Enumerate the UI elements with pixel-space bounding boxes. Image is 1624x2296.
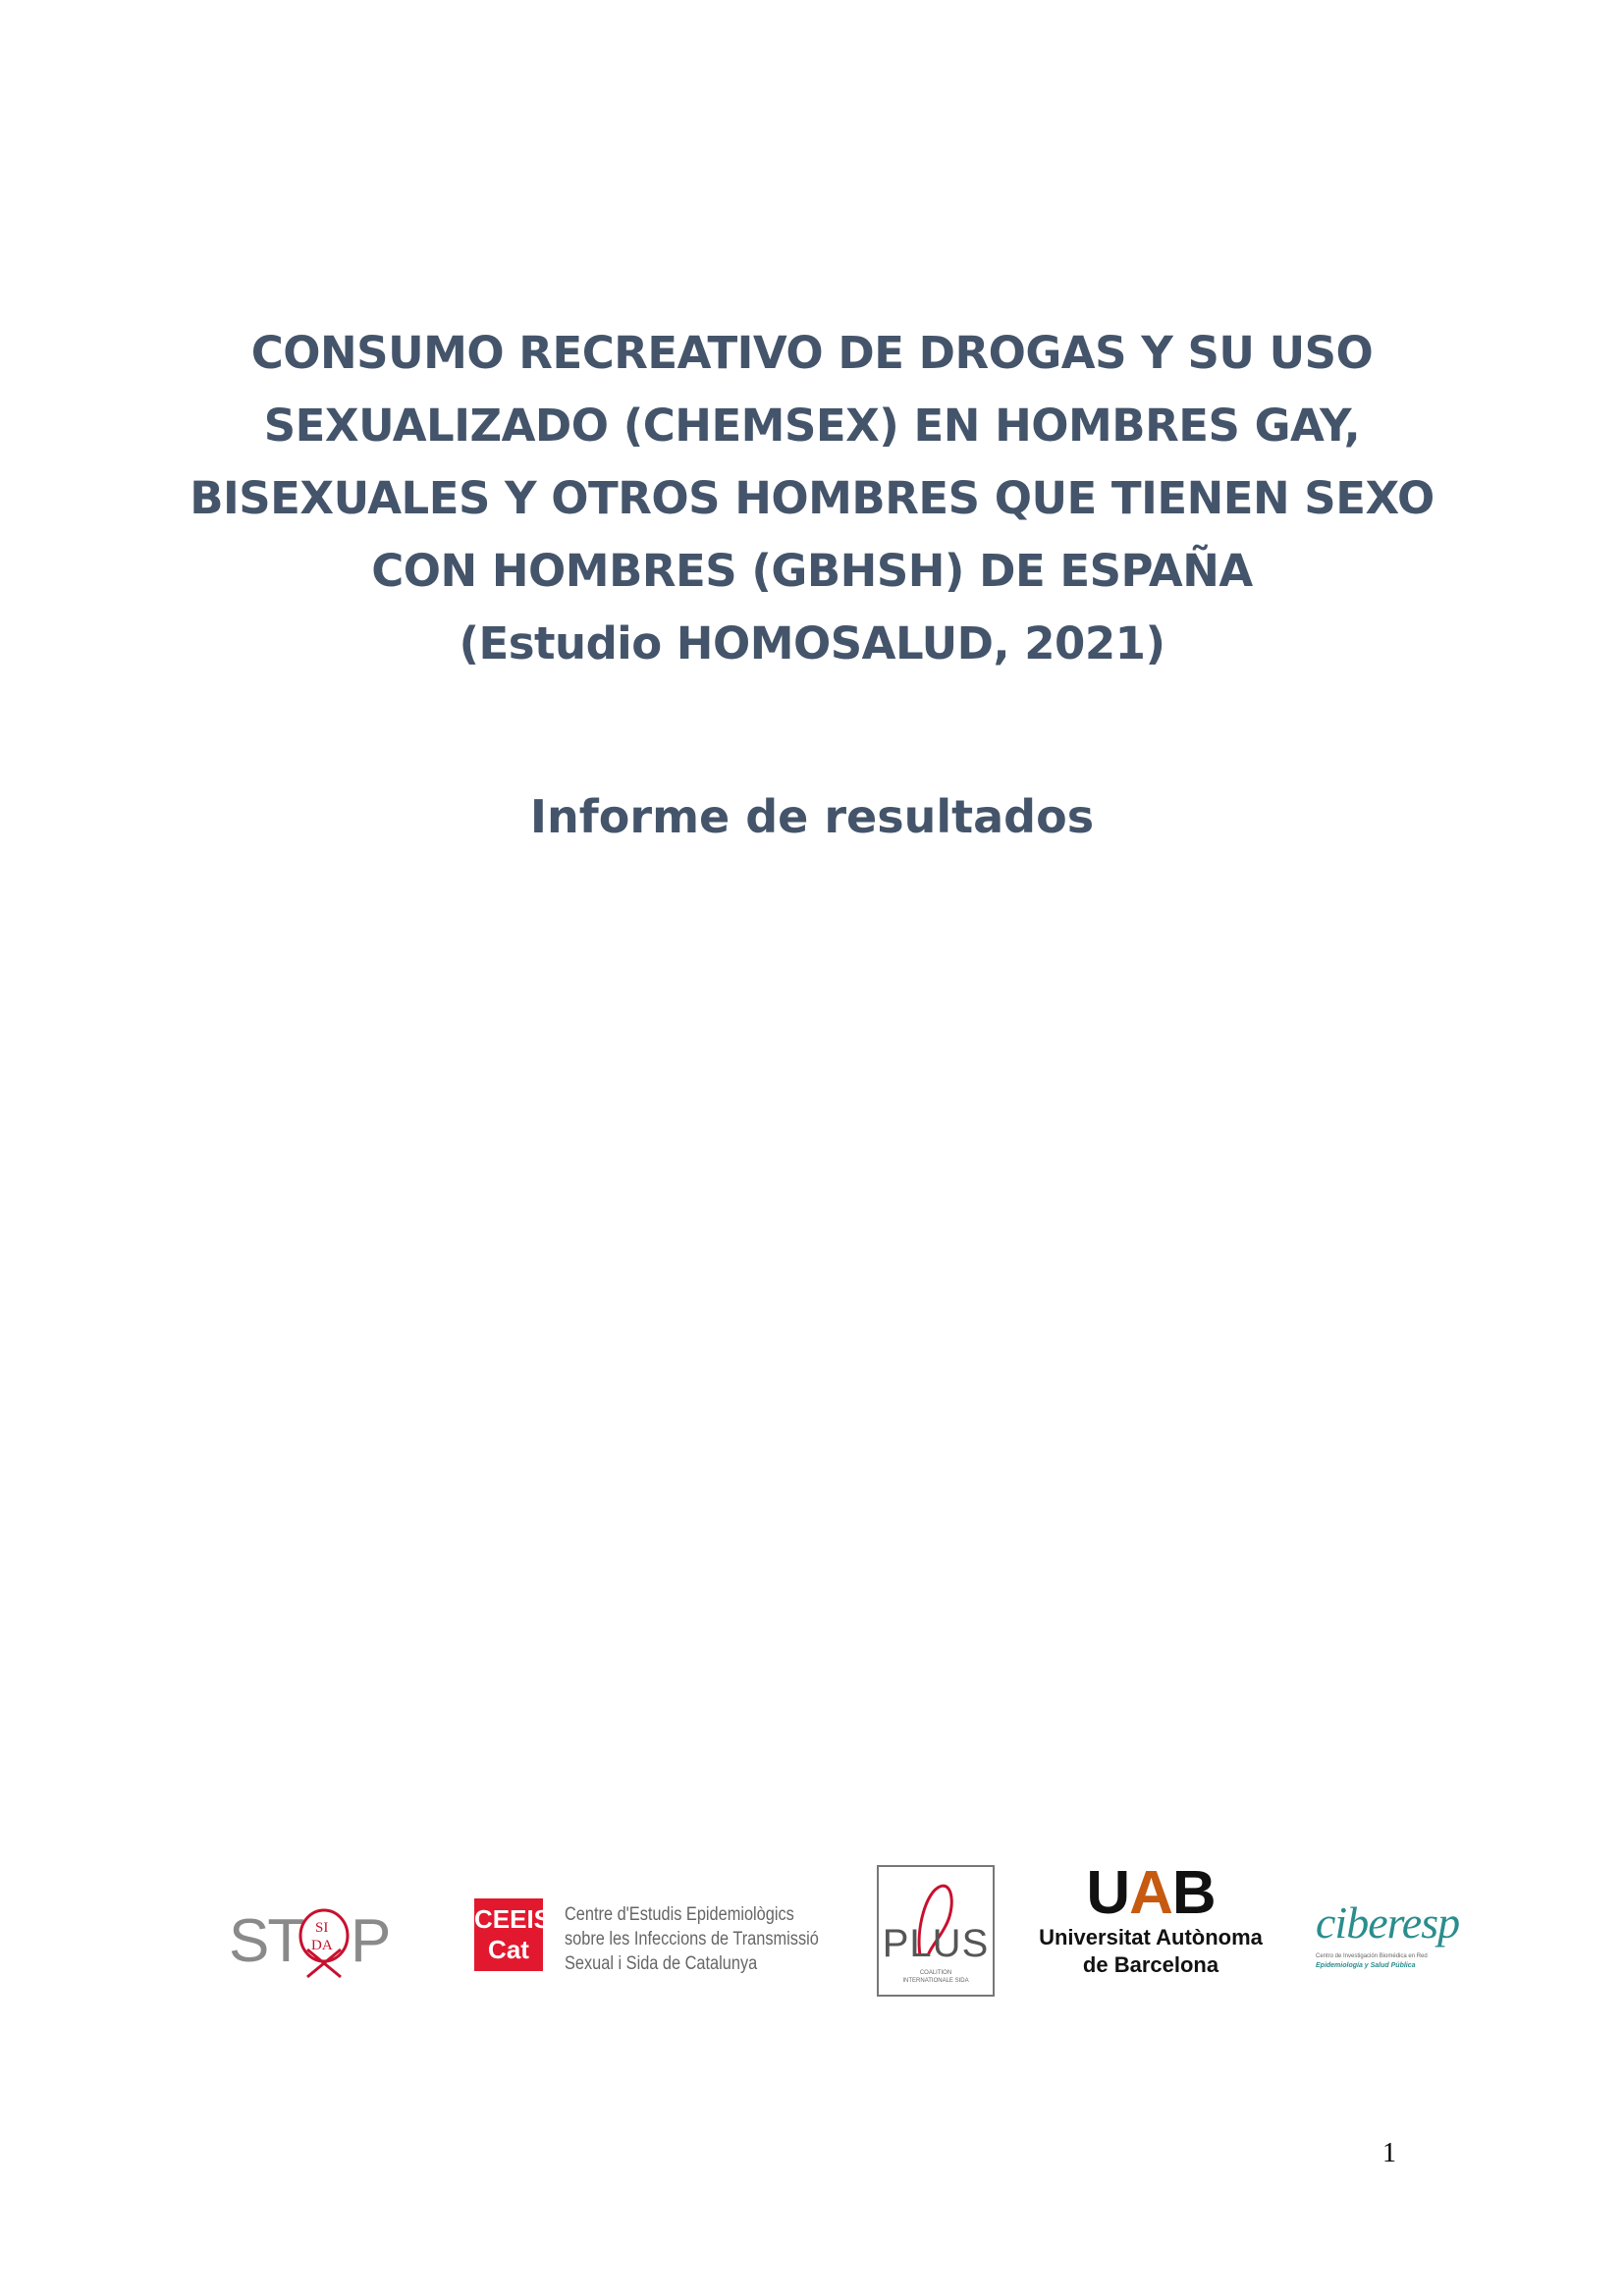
ceeis-logo-box-line: Cat bbox=[488, 1935, 529, 1964]
ceeis-logo bbox=[474, 1898, 828, 1977]
uab-logo bbox=[1023, 1859, 1278, 1991]
document-subtitle: Informe de resultados bbox=[529, 790, 1095, 843]
ceeis-logo-line: Sexual i Sida de Catalunya bbox=[565, 1953, 758, 1974]
ciberesp-logo-small: Epidemiología y Salud Pública bbox=[1316, 1962, 1416, 1969]
plus-logo-sub-line: COALITION bbox=[919, 1970, 952, 1976]
plus-logo bbox=[877, 1865, 995, 1997]
title-line: SEXUALIZADO (CHEMSEX) EN HOMBRES GAY, bbox=[263, 400, 1361, 452]
uab-logo-name: de Barcelona bbox=[1082, 1952, 1219, 1977]
title-line: BISEXUALES Y OTROS HOMBRES QUE TIENEN SEXO bbox=[189, 472, 1435, 524]
title-line: CON HOMBRES (GBHSH) DE ESPAÑA bbox=[371, 545, 1253, 597]
title-line: (Estudio HOMOSALUD, 2021) bbox=[459, 617, 1165, 669]
ceeis-logo-box bbox=[474, 1898, 552, 1971]
document-title bbox=[0, 317, 1624, 680]
uab-logo-mark-u: U bbox=[1086, 1859, 1130, 1927]
ceeis-logo-line: sobre les Infeccions de Transmissió bbox=[565, 1929, 819, 1949]
ciberesp-logo-small: Centro de Investigación Biomédica en Red bbox=[1316, 1953, 1428, 1959]
ceeis-logo-box-line: CEEIS bbox=[474, 1904, 552, 1934]
uab-logo-mark-a: A bbox=[1129, 1859, 1172, 1927]
ceeis-logo-text bbox=[565, 1902, 819, 1976]
plus-logo-text: PLUS bbox=[882, 1922, 990, 1965]
uab-logo-mark bbox=[1023, 1859, 1278, 1927]
logo-strip bbox=[0, 1845, 1624, 2002]
stop-sida-logo-da: DA bbox=[311, 1938, 333, 1953]
page-number: 1 bbox=[1382, 2138, 1396, 2168]
plus-logo-sub-line: INTERNATIONALE SIDA bbox=[902, 1978, 969, 1984]
ceeis-logo-line: Centre d'Estudis Epidemiològics bbox=[565, 1904, 794, 1925]
stop-sida-logo-end: P bbox=[351, 1907, 392, 1975]
uab-logo-name: Universitat Autònoma bbox=[1039, 1925, 1263, 1949]
ciberesp-logo-text: ciberesp bbox=[1316, 1897, 1460, 1948]
stop-sida-logo-main: ST bbox=[229, 1907, 303, 1975]
uab-logo-mark-b: B bbox=[1171, 1859, 1216, 1927]
plus-logo-sub bbox=[879, 1969, 993, 1985]
stop-sida-logo bbox=[229, 1900, 391, 1979]
stop-sida-logo-si: SI bbox=[315, 1920, 329, 1936]
title-line: CONSUMO RECREATIVO DE DROGAS Y SU USO bbox=[250, 327, 1374, 379]
ciberesp-logo bbox=[1316, 1897, 1488, 1981]
